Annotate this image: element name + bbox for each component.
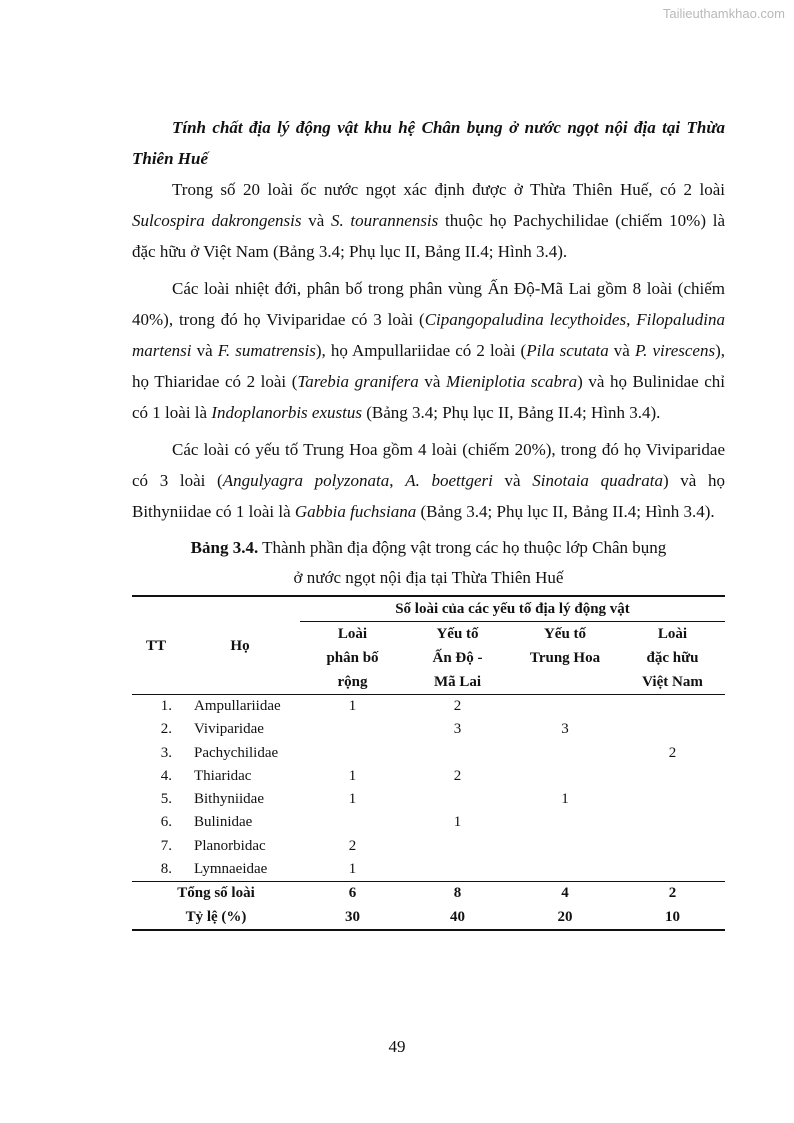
text-run: Trong số 20 loài ốc nước ngọt xác định được ở Thừa Thiên Huế, có 2 loài bbox=[172, 180, 725, 199]
cell-ho: Bulinidae bbox=[194, 814, 253, 831]
table-row bbox=[132, 811, 725, 834]
ratio-indo-malay: 40 bbox=[405, 906, 510, 930]
cell-c3 bbox=[510, 811, 620, 834]
cell-c2 bbox=[405, 788, 510, 811]
header-indo-malay: Yếu tố Ấn Độ - Mã Lai bbox=[405, 622, 510, 695]
cell-c3: 3 bbox=[561, 721, 569, 738]
table-row bbox=[132, 788, 725, 811]
table-body bbox=[132, 695, 725, 882]
cell-tt: 6. bbox=[160, 814, 172, 831]
cell-c2 bbox=[405, 742, 510, 765]
ratio-endemic: 10 bbox=[620, 906, 725, 930]
cell-c3 bbox=[510, 765, 620, 788]
cell-c3: 1 bbox=[561, 791, 569, 808]
cell-c2 bbox=[405, 835, 510, 858]
total-row bbox=[132, 882, 725, 906]
cell-ho: Lymnaeidae bbox=[194, 861, 268, 878]
text-run: và bbox=[191, 341, 218, 360]
text-run: và bbox=[492, 471, 533, 490]
text-run: Các loài nhiệt đới, phân bố trong phân vùng Ấn Độ-Mã Lai gồm 8 loài (chiếm 40%), trong đó họ Viviparidae có 3 loài ( bbox=[132, 279, 725, 329]
text-run: và bbox=[608, 341, 635, 360]
cell-c1: 1 bbox=[348, 861, 357, 878]
table-row bbox=[132, 858, 725, 882]
cell-ho: Ampullariidae bbox=[194, 698, 281, 714]
cell-c1 bbox=[300, 742, 405, 765]
cell-tt: 1. bbox=[160, 698, 172, 714]
header-endemic: Loài đặc hữu Việt Nam bbox=[620, 622, 725, 695]
species-name: S. tourannensis bbox=[330, 211, 439, 230]
paragraph-chinese bbox=[132, 434, 725, 527]
total-indo-malay: 8 bbox=[405, 882, 510, 906]
text-run: , bbox=[389, 471, 406, 490]
caption-line2: ở nước ngọt nội địa tại Thừa Thiên Huế bbox=[293, 568, 564, 587]
table-row bbox=[132, 718, 725, 741]
cell-ho: Planorbidac bbox=[194, 837, 266, 854]
header-widespread: Loài phân bố rộng bbox=[300, 622, 405, 695]
text-run: ), họ Ampullariidae có 2 loài ( bbox=[315, 341, 527, 360]
page-number: 49 bbox=[388, 1037, 406, 1056]
cell-ho: Bithyniidae bbox=[194, 791, 264, 808]
cell-c3 bbox=[510, 835, 620, 858]
header-tt: TT bbox=[132, 596, 180, 695]
cell-c4 bbox=[620, 718, 725, 741]
cell-tt: 7. bbox=[160, 837, 172, 854]
text-run: và bbox=[301, 211, 331, 230]
cell-c2: 3 bbox=[453, 721, 462, 738]
cell-c2 bbox=[405, 858, 510, 882]
paragraph-indo-malay bbox=[132, 273, 725, 428]
cell-c4 bbox=[620, 788, 725, 811]
cell-c2: 1 bbox=[453, 814, 462, 831]
ratio-chinese: 20 bbox=[510, 906, 620, 930]
cell-c2: 2 bbox=[453, 698, 462, 714]
species-name: A. boettgeri bbox=[405, 471, 493, 490]
cell-c1: 2 bbox=[348, 837, 357, 854]
species-name: Filopaludina martensi bbox=[132, 310, 725, 360]
text-run: Các loài có yếu tố Trung Hoa gồm 4 loài (chiếm 20%), trong đó họ Viviparidae có 3 loài ( bbox=[132, 440, 725, 490]
cell-c3 bbox=[510, 858, 620, 882]
cell-c4: 2 bbox=[668, 744, 677, 761]
cell-tt: 8. bbox=[160, 861, 172, 878]
text-run: thuộc họ Pachychilidae (chiếm 10%) là đặc hữu ở Việt Nam (Bảng 3.4; Phụ lục II, Bảng II.4; Hình 3.4). bbox=[132, 211, 725, 261]
cell-c4 bbox=[620, 695, 725, 719]
text-run: và bbox=[418, 372, 446, 391]
ratio-row bbox=[132, 906, 725, 930]
watermark: Tailieuthamkhao.com bbox=[662, 6, 785, 21]
text-run: ) và họ Bulinidae chỉ có 1 loài là bbox=[132, 372, 725, 422]
cell-c4 bbox=[620, 858, 725, 882]
cell-c1 bbox=[300, 718, 405, 741]
text-run: ), họ Thiaridae có 2 loài ( bbox=[132, 341, 726, 391]
total-widespread: 6 bbox=[300, 882, 405, 906]
header-group: Số loài của các yếu tố địa lý động vật bbox=[300, 596, 725, 622]
zoogeography-table bbox=[132, 595, 725, 931]
total-endemic: 2 bbox=[620, 882, 725, 906]
species-name: Cipangopaludina lecythoides bbox=[424, 310, 627, 329]
table-row bbox=[132, 742, 725, 765]
species-name: Pila scutata bbox=[526, 341, 609, 360]
species-name: P. virescens bbox=[634, 341, 716, 360]
cell-c2: 2 bbox=[453, 767, 462, 784]
species-name: Gabbia fuchsiana bbox=[294, 502, 417, 521]
species-name: Mieniplotia scabra bbox=[445, 372, 578, 391]
species-name: Sulcospira dakrongensis bbox=[132, 211, 302, 230]
cell-c1 bbox=[300, 811, 405, 834]
species-name: Tarebia granifera bbox=[297, 372, 419, 391]
cell-tt: 5. bbox=[160, 791, 172, 808]
cell-c3 bbox=[510, 742, 620, 765]
cell-tt: 2. bbox=[160, 721, 172, 738]
caption-line1: Thành phần địa động vật trong các họ thuộc lớp Chân bụng bbox=[258, 538, 667, 557]
cell-ho: Thiaridac bbox=[194, 767, 252, 784]
species-name: F. sumatrensis bbox=[217, 341, 316, 360]
header-chinese: Yếu tố Trung Hoa bbox=[510, 622, 620, 695]
cell-c4 bbox=[620, 835, 725, 858]
cell-c4 bbox=[620, 811, 725, 834]
page-content bbox=[132, 112, 725, 931]
cell-ho: Viviparidae bbox=[194, 721, 264, 738]
table-row bbox=[132, 765, 725, 788]
total-label: Tổng số loài bbox=[132, 882, 300, 906]
cell-tt: 3. bbox=[160, 744, 172, 761]
text-run: , bbox=[626, 310, 637, 329]
table-row bbox=[132, 835, 725, 858]
cell-ho: Pachychilidae bbox=[194, 744, 279, 761]
total-chinese: 4 bbox=[510, 882, 620, 906]
cell-c1: 1 bbox=[348, 698, 357, 714]
cell-c1: 1 bbox=[348, 791, 357, 808]
cell-c1: 1 bbox=[348, 767, 357, 784]
cell-tt: 4. bbox=[160, 767, 172, 784]
species-name: Sinotaia quadrata bbox=[532, 471, 663, 490]
caption-label: Bảng 3.4. bbox=[190, 538, 259, 557]
header-ho: Họ bbox=[180, 596, 300, 695]
section-heading: Tính chất địa lý động vật khu hệ Chân bụng ở nước ngọt nội địa tại Thừa Thiên Huế bbox=[132, 118, 725, 168]
table-caption bbox=[132, 533, 725, 593]
text-run: (Bảng 3.4; Phụ lục II, Bảng II.4; Hình 3.4). bbox=[361, 403, 661, 422]
ratio-label: Tỷ lệ (%) bbox=[132, 906, 300, 930]
text-run: ) và họ Bithyniidae có 1 loài là bbox=[132, 471, 725, 521]
ratio-widespread: 30 bbox=[300, 906, 405, 930]
species-name: Angulyagra polyzonata bbox=[222, 471, 390, 490]
cell-c3 bbox=[510, 695, 620, 719]
text-run: (Bảng 3.4; Phụ lục II, Bảng II.4; Hình 3.4). bbox=[416, 502, 715, 521]
cell-c4 bbox=[620, 765, 725, 788]
species-name: Indoplanorbis exustus bbox=[211, 403, 362, 422]
table-row bbox=[132, 695, 725, 719]
paragraph-endemic bbox=[132, 174, 725, 267]
